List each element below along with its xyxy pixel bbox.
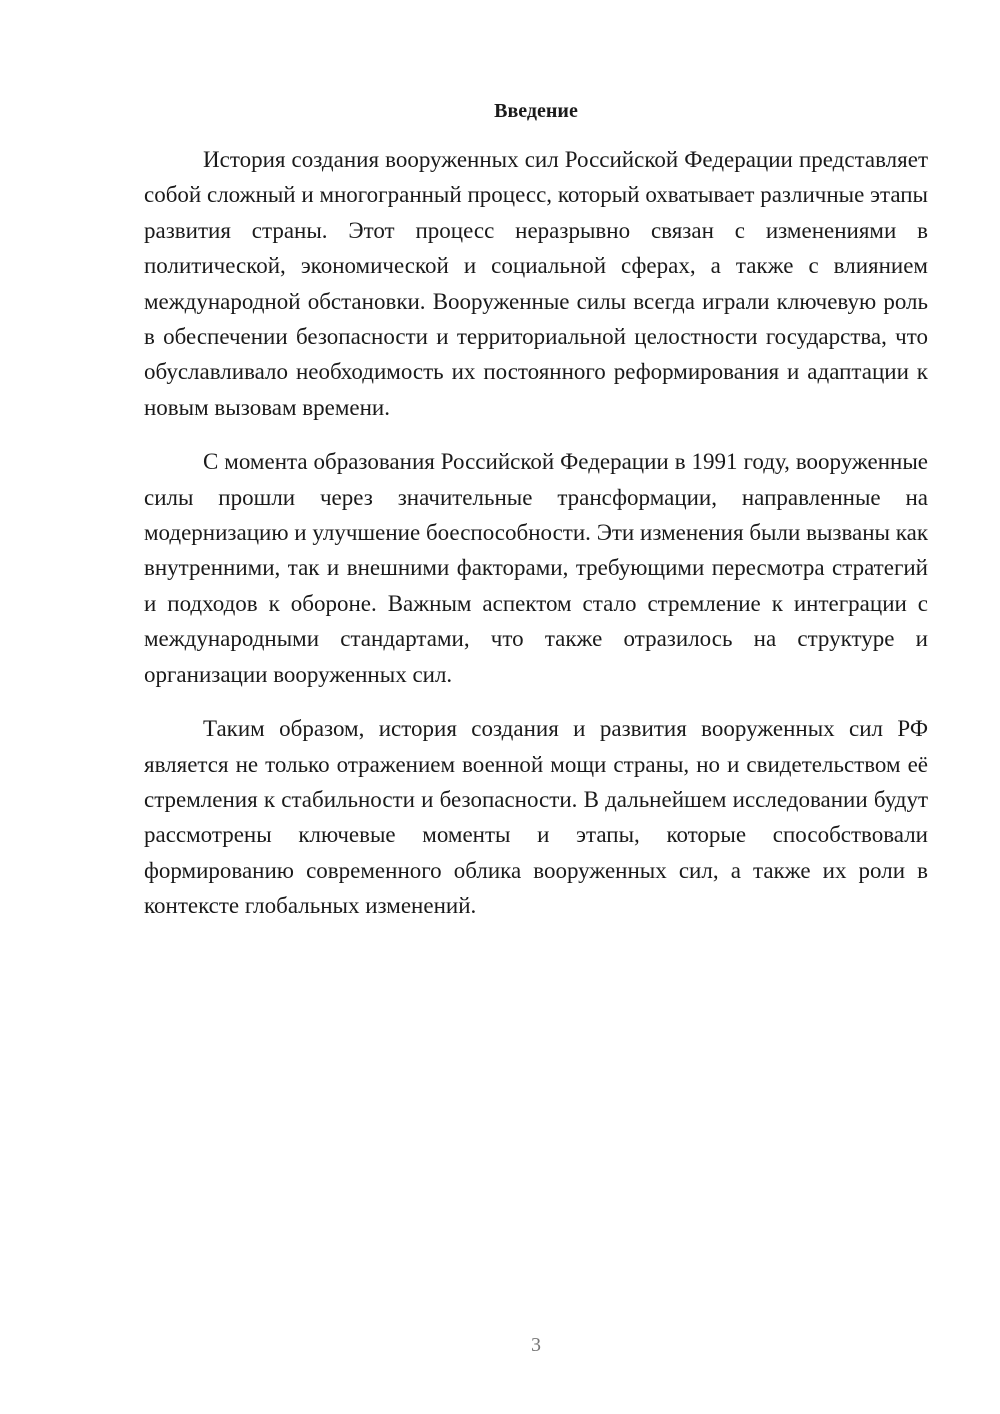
- page-number: 3: [531, 1334, 541, 1356]
- body-text: [144, 142, 928, 943]
- paragraph-2: С момента образования Российской Федерации в 1991 году, вооруженные силы прошли через значительные трансформации, направленные на модернизацию и улучшение боеспособности. Эти изменения были вызваны как внутренними, так и внешними факторами, требующими пересмотра стратегий и подходов к обороне. Важным аспектом стало стремление к интеграции с международными стандартами, что также отразилось на структуре и организации вооруженных сил.: [144, 449, 928, 687]
- paragraph-3: Таким образом, история создания и развития вооруженных сил РФ является не только отражением военной мощи страны, но и свидетельством её стремления к стабильности и безопасности. В дальнейшем исследовании будут рассмотрены ключевые моменты и этапы, которые способствовали формированию современного облика вооруженных сил, а также их роли в контексте глобальных изменений.: [144, 716, 928, 919]
- paragraph-1: История создания вооруженных сил Российской Федерации представляет собой сложный и многогранный процесс, который охватывает различные этапы развития страны. Этот процесс неразрывно связан с изменениями в политической, экономической и социальной сферах, а также с влиянием международной обстановки. Вооруженные силы всегда играли ключевую роль в обеспечении безопасности и территориальной целостности государства, что обуславливало необходимость их постоянного реформирования и адаптации к новым вызовам времени.: [144, 147, 928, 420]
- section-heading: Введение: [494, 100, 578, 122]
